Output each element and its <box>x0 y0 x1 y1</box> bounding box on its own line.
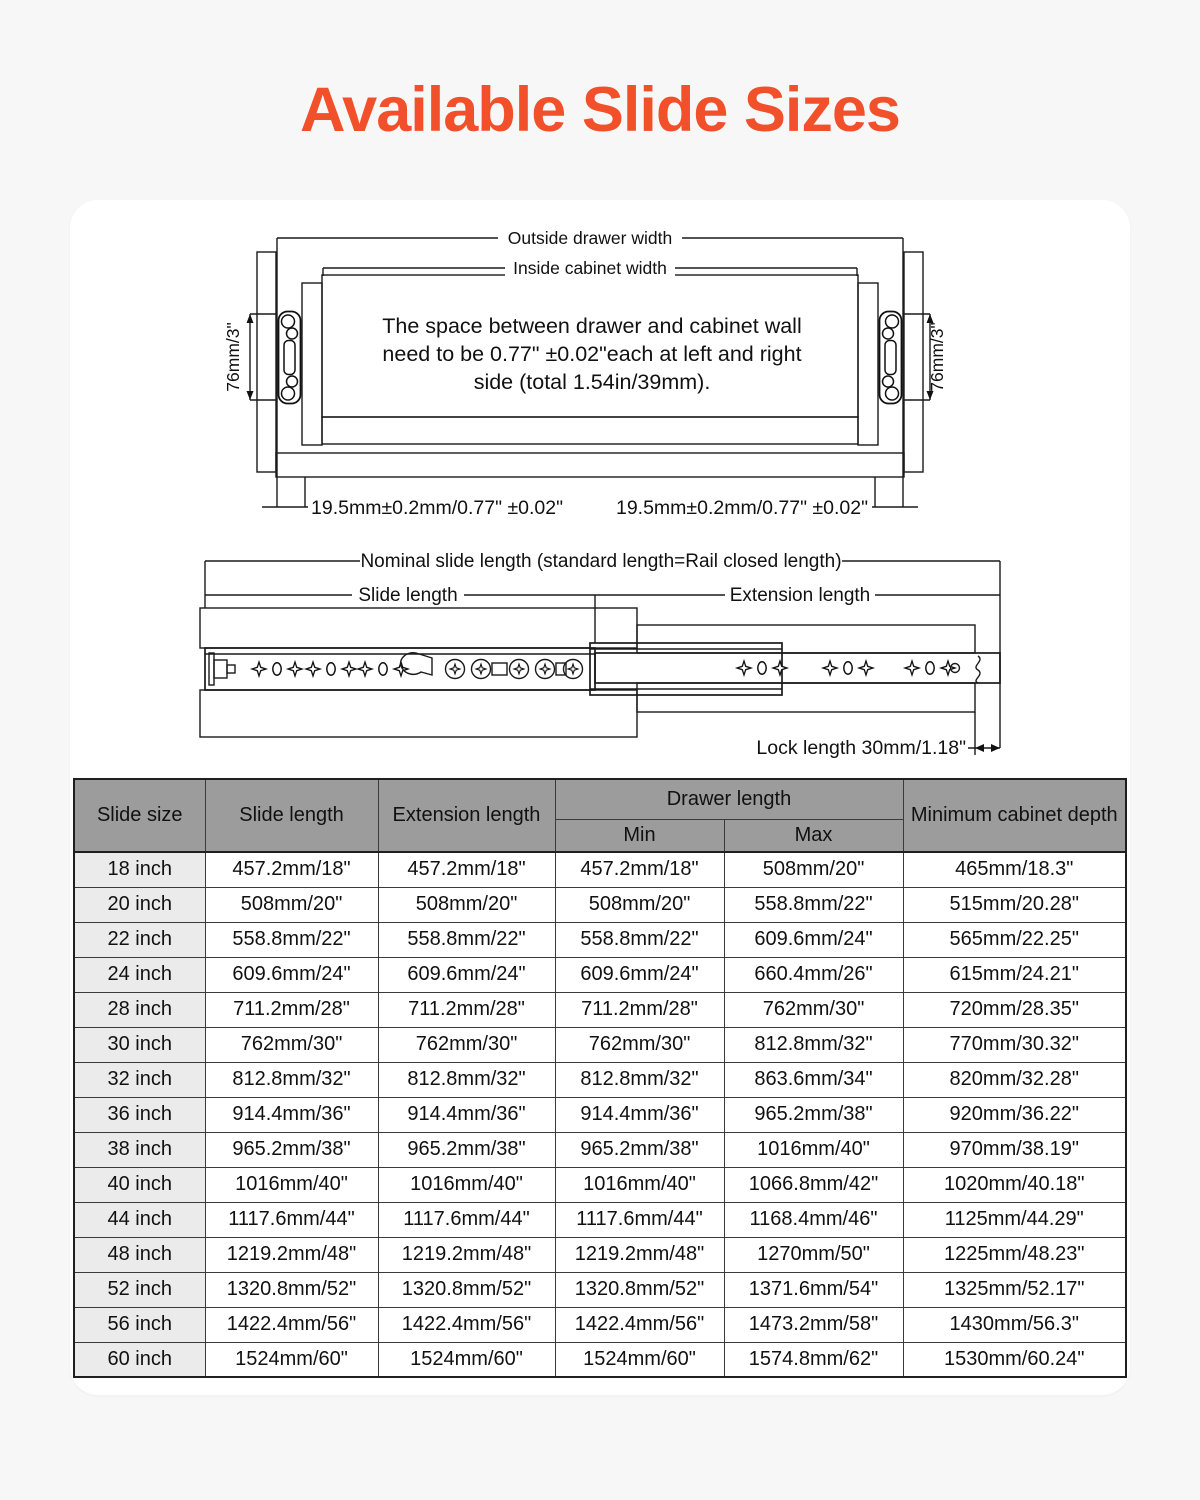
telescopic-rail-drawing <box>205 643 1000 695</box>
table-cell: 914.4mm/36" <box>378 1097 555 1132</box>
header-extension-length: Extension length <box>378 779 555 852</box>
table-cell: 1530mm/60.24" <box>903 1342 1126 1377</box>
table-row <box>74 992 1126 1027</box>
table-cell: 609.6mm/24" <box>378 957 555 992</box>
table-cell: 515mm/20.28" <box>903 887 1126 922</box>
header-slide-size: Slide size <box>74 779 205 852</box>
table-cell: 1219.2mm/48" <box>378 1237 555 1272</box>
row-size-cell: 56 inch <box>74 1307 205 1342</box>
header-drawer-length: Drawer length <box>555 779 903 819</box>
table-cell: 920mm/36.22" <box>903 1097 1126 1132</box>
slide-length-diagram <box>70 540 1130 778</box>
table-cell: 1219.2mm/48" <box>555 1237 724 1272</box>
mounting-panels <box>200 608 975 737</box>
spacing-note <box>382 314 802 394</box>
table-cell: 762mm/30" <box>724 992 903 1027</box>
table-cell: 762mm/30" <box>555 1027 724 1062</box>
table-cell: 711.2mm/28" <box>378 992 555 1027</box>
table-cell: 965.2mm/38" <box>205 1132 378 1167</box>
table-cell: 558.8mm/22" <box>555 922 724 957</box>
row-size-cell: 44 inch <box>74 1202 205 1237</box>
table-cell: 1219.2mm/48" <box>205 1237 378 1272</box>
width-dimensions <box>277 228 903 507</box>
table-cell: 1325mm/52.17" <box>903 1272 1126 1307</box>
table-cell: 1020mm/40.18" <box>903 1167 1126 1202</box>
table-cell: 508mm/20" <box>724 852 903 887</box>
table-cell: 1320.8mm/52" <box>205 1272 378 1307</box>
gap-dimension-right <box>616 477 918 519</box>
table-row <box>74 1027 1126 1062</box>
left-gap-label: 19.5mm±0.2mm/0.77" ±0.02" <box>311 497 564 519</box>
table-cell: 615mm/24.21" <box>903 957 1126 992</box>
table-cell: 609.6mm/24" <box>724 922 903 957</box>
svg-text:The space between drawer and c: The space between drawer and cabinet wall <box>382 314 802 338</box>
table-cell: 1422.4mm/56" <box>205 1307 378 1342</box>
row-size-cell: 60 inch <box>74 1342 205 1377</box>
table-row <box>74 1307 1126 1342</box>
slide-height-dimension-right <box>903 314 947 400</box>
lock-length-label: Lock length 30mm/1.18" <box>756 737 966 759</box>
table-cell: 1524mm/60" <box>555 1342 724 1377</box>
lock-length-dimension <box>756 712 1000 759</box>
row-size-cell: 24 inch <box>74 957 205 992</box>
table-header <box>74 779 1126 852</box>
size-table-body <box>74 852 1126 1377</box>
row-size-cell: 32 inch <box>74 1062 205 1097</box>
slide-height-dimension-left <box>223 314 277 400</box>
table-cell: 457.2mm/18" <box>555 852 724 887</box>
row-size-cell: 36 inch <box>74 1097 205 1132</box>
table-row <box>74 922 1126 957</box>
table-cell: 1225mm/48.23" <box>903 1237 1126 1272</box>
table-cell: 609.6mm/24" <box>555 957 724 992</box>
table-cell: 508mm/20" <box>205 887 378 922</box>
table-cell: 812.8mm/32" <box>724 1027 903 1062</box>
table-cell: 1422.4mm/56" <box>555 1307 724 1342</box>
table-cell: 762mm/30" <box>378 1027 555 1062</box>
table-cell: 1016mm/40" <box>555 1167 724 1202</box>
table-row <box>74 887 1126 922</box>
drawer-cabinet-cross-section-diagram <box>70 200 1130 540</box>
left-slide-profile <box>279 312 301 404</box>
row-size-cell: 52 inch <box>74 1272 205 1307</box>
table-cell: 508mm/20" <box>555 887 724 922</box>
table-cell: 1430mm/56.3" <box>903 1307 1126 1342</box>
table-cell: 1168.4mm/46" <box>724 1202 903 1237</box>
table-cell: 770mm/30.32" <box>903 1027 1126 1062</box>
row-size-cell: 22 inch <box>74 922 205 957</box>
table-cell: 1371.6mm/54" <box>724 1272 903 1307</box>
table-row <box>74 1342 1126 1377</box>
svg-text:side (total 1.54in/39mm).: side (total 1.54in/39mm). <box>473 370 711 394</box>
table-cell: 1117.6mm/44" <box>378 1202 555 1237</box>
header-drawer-max: Max <box>724 819 903 852</box>
table-cell: 1524mm/60" <box>205 1342 378 1377</box>
left-height-label: 76mm/3" <box>223 322 243 392</box>
gap-dimension-left <box>262 477 563 519</box>
inside-cabinet-width-label: Inside cabinet width <box>513 258 667 278</box>
table-cell: 1066.8mm/42" <box>724 1167 903 1202</box>
right-gap-label: 19.5mm±0.2mm/0.77" ±0.02" <box>615 497 868 519</box>
table-cell: 508mm/20" <box>378 887 555 922</box>
table-cell: 558.8mm/22" <box>724 887 903 922</box>
row-size-cell: 38 inch <box>74 1132 205 1167</box>
table-cell: 465mm/18.3" <box>903 852 1126 887</box>
table-cell: 1117.6mm/44" <box>205 1202 378 1237</box>
header-drawer-min: Min <box>555 819 724 852</box>
table-cell: 965.2mm/38" <box>724 1097 903 1132</box>
table-cell: 711.2mm/28" <box>205 992 378 1027</box>
table-cell: 558.8mm/22" <box>205 922 378 957</box>
table-cell: 457.2mm/18" <box>205 852 378 887</box>
extension-length-label: Extension length <box>729 585 871 606</box>
table-cell: 609.6mm/24" <box>205 957 378 992</box>
table-cell: 1473.2mm/58" <box>724 1307 903 1342</box>
right-height-label: 76mm/3" <box>927 322 947 392</box>
slide-length-label: Slide length <box>358 585 458 606</box>
table-cell: 1320.8mm/52" <box>555 1272 724 1307</box>
outside-drawer-width-label: Outside drawer width <box>507 228 673 248</box>
table-row <box>74 1062 1126 1097</box>
header-slide-length: Slide length <box>205 779 378 852</box>
table-cell: 812.8mm/32" <box>555 1062 724 1097</box>
table-cell: 565mm/22.25" <box>903 922 1126 957</box>
row-size-cell: 18 inch <box>74 852 205 887</box>
row-size-cell: 30 inch <box>74 1027 205 1062</box>
table-cell: 914.4mm/36" <box>205 1097 378 1132</box>
table-row <box>74 1167 1126 1202</box>
table-cell: 1524mm/60" <box>378 1342 555 1377</box>
row-size-cell: 20 inch <box>74 887 205 922</box>
table-row <box>74 957 1126 992</box>
header-min-cabinet-depth: Minimum cabinet depth <box>903 779 1126 852</box>
table-row <box>74 1132 1126 1167</box>
table-cell: 965.2mm/38" <box>555 1132 724 1167</box>
table-cell: 1016mm/40" <box>378 1167 555 1202</box>
table-row <box>74 1272 1126 1307</box>
table-cell: 970mm/38.19" <box>903 1132 1126 1167</box>
table-cell: 812.8mm/32" <box>205 1062 378 1097</box>
table-cell: 914.4mm/36" <box>555 1097 724 1132</box>
table-cell: 711.2mm/28" <box>555 992 724 1027</box>
table-cell: 762mm/30" <box>205 1027 378 1062</box>
table-cell: 965.2mm/38" <box>378 1132 555 1167</box>
table-cell: 1016mm/40" <box>724 1132 903 1167</box>
table-cell: 1320.8mm/52" <box>378 1272 555 1307</box>
table-cell: 820mm/32.28" <box>903 1062 1126 1097</box>
table-cell: 1117.6mm/44" <box>555 1202 724 1237</box>
table-row <box>74 1237 1126 1272</box>
slide-sizes-table <box>73 778 1127 1378</box>
row-size-cell: 48 inch <box>74 1237 205 1272</box>
table-cell: 558.8mm/22" <box>378 922 555 957</box>
table-cell: 720mm/28.35" <box>903 992 1126 1027</box>
table-row <box>74 1202 1126 1237</box>
table-cell: 1574.8mm/62" <box>724 1342 903 1377</box>
nominal-length-label: Nominal slide length (standard length=Rail closed length) <box>360 551 842 572</box>
table-row <box>74 852 1126 887</box>
table-row <box>74 1097 1126 1132</box>
table-cell: 863.6mm/34" <box>724 1062 903 1097</box>
row-size-cell: 40 inch <box>74 1167 205 1202</box>
table-cell: 1016mm/40" <box>205 1167 378 1202</box>
table-cell: 660.4mm/26" <box>724 957 903 992</box>
row-size-cell: 28 inch <box>74 992 205 1027</box>
table-cell: 1270mm/50" <box>724 1237 903 1272</box>
right-slide-profile <box>880 312 902 404</box>
table-cell: 457.2mm/18" <box>378 852 555 887</box>
table-cell: 812.8mm/32" <box>378 1062 555 1097</box>
table-cell: 1125mm/44.29" <box>903 1202 1126 1237</box>
table-cell: 1422.4mm/56" <box>378 1307 555 1342</box>
page-title: Available Slide Sizes <box>300 75 900 145</box>
svg-text:need to be 0.77" ±0.02"each at: need to be 0.77" ±0.02"each at left and right <box>382 342 802 366</box>
